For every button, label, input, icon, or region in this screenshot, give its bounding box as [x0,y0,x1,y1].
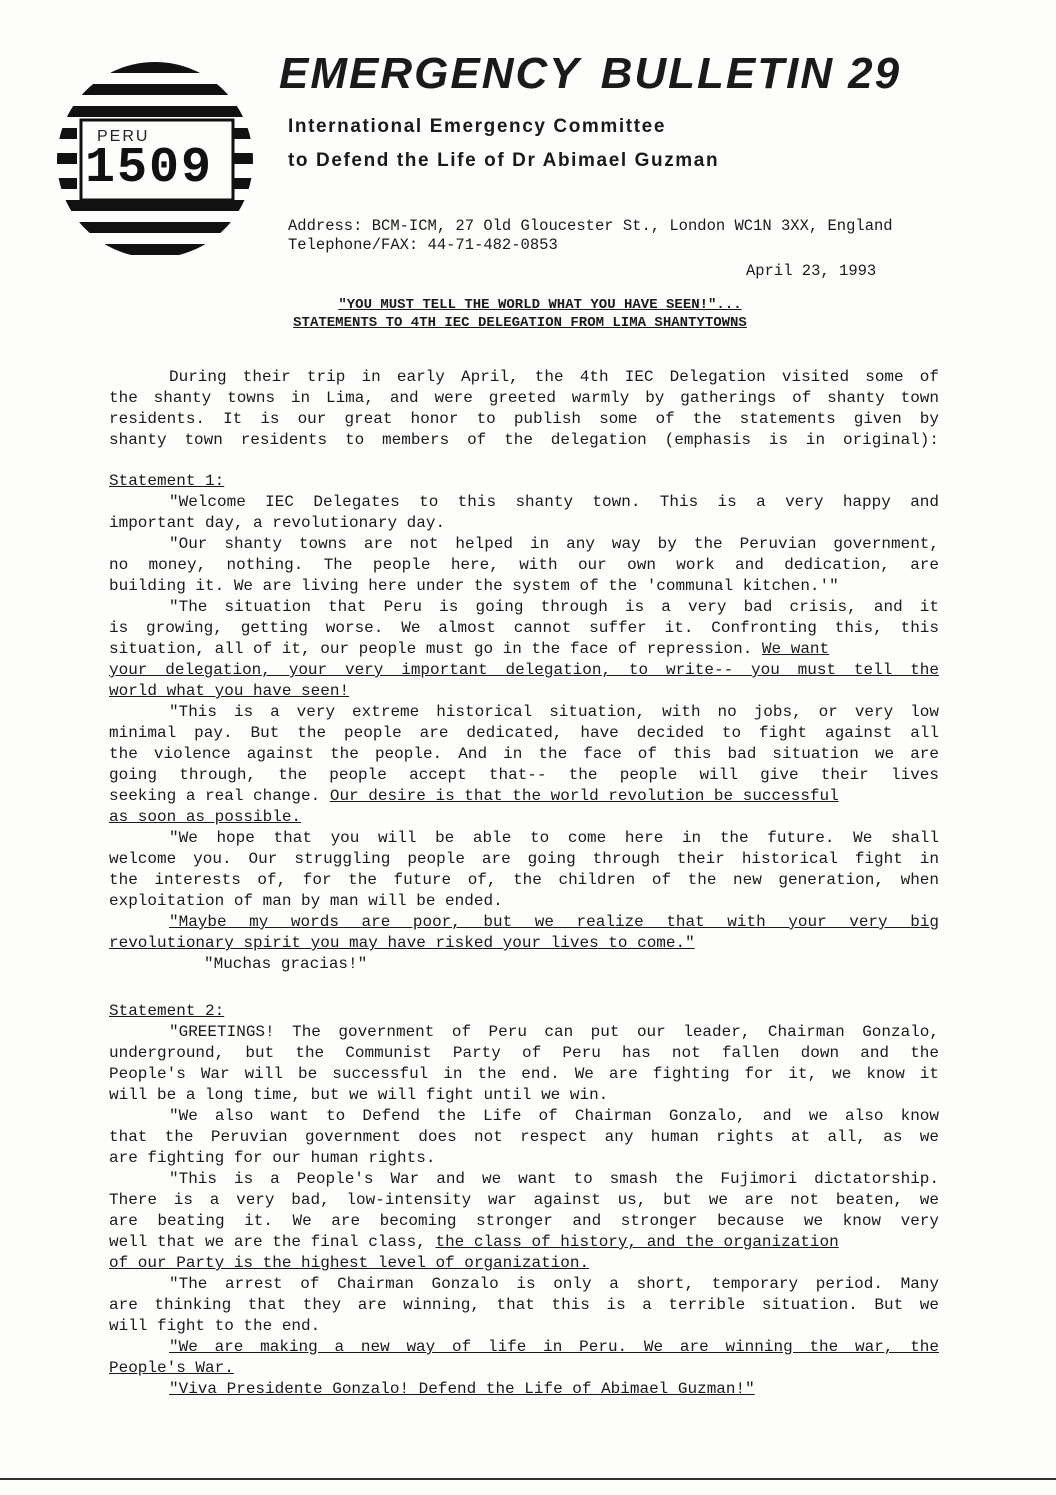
text-line [109,639,939,660]
emphasis-line: revolutionary spirit you may have risked your lives to come." [109,934,695,952]
text-line: "The situation that Peru is going through is a very bad crisis, and it [169,598,939,616]
text-line: exploitation of man by man will be ended. [109,892,503,910]
bulletin-date: April 23, 1993 [746,262,877,280]
bulletin-number: 29 [848,49,902,98]
text-line: underground, but the Communist Party of Peru has not fallen down and the [109,1044,939,1062]
address: Address: BCM-ICM, 27 Old Gloucester St., London WC1N 3XX, England [288,217,893,235]
text-line: "Muchas gracias!" [204,955,368,973]
text-line: During their trip in early April, the 4th IEC Delegation visited some of [169,368,939,386]
text-line [109,786,939,807]
text-line: are fighting for our human rights. [109,1149,436,1167]
text-line: minimal pay. But the people are dedicated, have decided to fight against all [109,724,939,742]
text-line: building it. We are living here under the system of the 'communal kitchen.'" [109,577,839,595]
emphasis-line: "We are making a new way of life in Peru. We are winning the war, the [169,1338,939,1356]
headline-subject: STATEMENTS TO 4TH IEC DELEGATION FROM LIMA SHANTYTOWNS [293,315,747,331]
text-line: important day, a revolutionary day. [109,514,446,532]
bulletin-title [279,49,902,98]
text-line: is growing, getting worse. We almost cannot suffer it. Confronting this, this [109,619,939,637]
text-line: "This is a very extreme historical situation, with no jobs, or very low [169,703,939,721]
text-line: "Our shanty towns are not helped in any way by the Peruvian government, [169,535,939,553]
text-line: are beating it. We are becoming stronger and stronger because we know very [109,1212,939,1230]
text-line: will be a long time, but we will fight until we win. [109,1086,609,1104]
committee-purpose: to Defend the Life of Dr Abimael Guzman [288,150,720,171]
page-bottom-rule [0,1478,1056,1480]
text-line: There is a very bad, low-intensity war against us, but we are not beaten, we [109,1191,939,1209]
text-line: "We hope that you will be able to come here in the future. We shall [169,829,939,847]
text-line: People's War will be successful in the end. We are fighting for it, we know it [109,1065,939,1083]
emphasis-span: the class of history, and the organization [435,1233,839,1251]
text-line: welcome you. Our struggling people are going through their historical fight in [109,850,939,868]
text-line: the violence against the people. And in the face of this bad situation we are [109,745,939,763]
text-line: the interests of, for the future of, the children of the new generation, when [109,871,939,889]
text-line: "The arrest of Chairman Gonzalo is only a short, temporary period. Many [169,1275,939,1293]
statement-2 [109,1001,939,1400]
text-line [109,1232,939,1253]
text-span: situation, all of it, our people must go in the face of repression. [109,640,753,658]
statement-1 [109,471,939,975]
intro-paragraph [109,367,939,451]
headline-quote: "YOU MUST TELL THE WORLD WHAT YOU HAVE SEEN!"... [338,297,742,313]
text-line: going through, the people accept that-- the people will give their lives [109,766,939,784]
text-line: are thinking that they are winning, that this is a terrible situation. But we [109,1296,939,1314]
text-line: "Welcome IEC Delegates to this shanty town. This is a very happy and [169,493,939,511]
statement-label: Statement 1: [109,472,225,490]
title-word-emergency: EMERGENCY [279,49,581,98]
emphasis-line: "Maybe my words are poor, but we realize that with your very big [169,913,939,931]
emphasis-line: People's War. [109,1359,234,1377]
emphasis-line: of our Party is the highest level of organization. [109,1254,590,1272]
text-line: "GREETINGS! The government of Peru can put our leader, Chairman Gonzalo, [169,1023,939,1041]
emphasis-span: Our desire is that the world revolution be successful [329,787,839,805]
text-span: seeking a real change. [109,787,321,805]
text-span: well that we are the final class, [109,1233,426,1251]
logo-number: 1509 [85,140,214,197]
emphasis-line: as soon as possible. [109,808,302,826]
emphasis-line: your delegation, your very important delegation, to write-- you must tell the [109,661,939,679]
committee-name: International Emergency Committee [288,116,666,137]
text-line: the shanty towns in Lima, and were greeted warmly by gatherings of shanty town [109,389,939,407]
statement-label: Statement 2: [109,1002,225,1020]
text-line: that the Peruvian government does not respect any human rights at all, as we [109,1128,939,1146]
telephone-fax: Telephone/FAX: 44-71-482-0853 [288,236,558,254]
text-line: "We also want to Defend the Life of Chairman Gonzalo, and we also know [169,1107,939,1125]
text-line: shanty town residents to members of the delegation (emphasis is in original): [109,431,939,449]
text-line: "This is a People's War and we want to smash the Fujimori dictatorship. [169,1170,939,1188]
emphasis-span: We want [761,640,830,658]
text-line: residents. It is our great honor to publish some of the statements given by [109,410,939,428]
emphasis-line: "Viva Presidente Gonzalo! Defend the Life of Abimael Guzman!" [169,1380,755,1398]
text-line: will fight to the end. [109,1317,321,1335]
title-word-bulletin: BULLETIN [600,49,835,98]
emphasis-line: world what you have seen! [109,682,350,700]
logo-country-label: PERU [97,128,150,145]
text-line: no money, nothing. The people here, with our own work and dedication, are [109,556,939,574]
peru-1509-logo [55,58,255,263]
